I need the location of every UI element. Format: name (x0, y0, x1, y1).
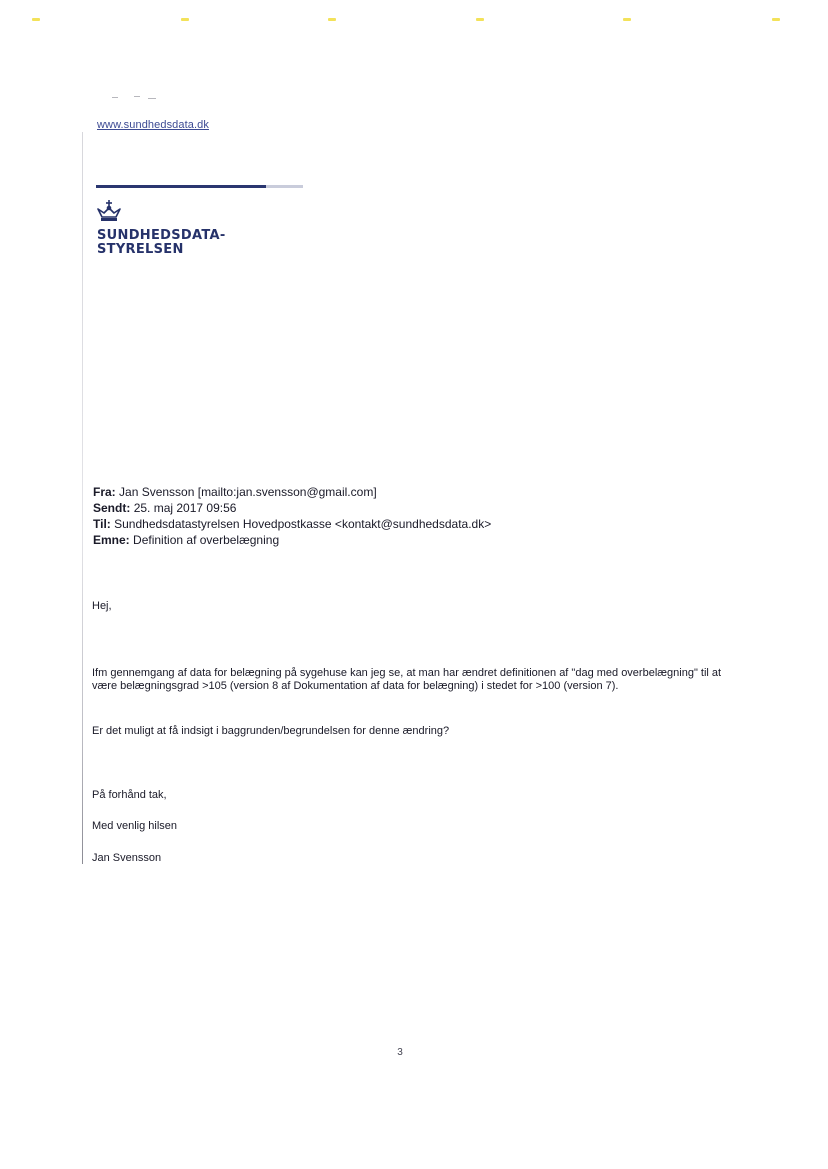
body-paragraph-2: Er det muligt at få indsigt i baggrunden/begrundelsen for denne ændring? (92, 725, 450, 737)
quote-rule (82, 132, 83, 864)
scan-smudge (112, 96, 160, 100)
to-label: Til: (93, 517, 111, 531)
from-row (93, 484, 491, 500)
subject-label: Emne: (93, 533, 130, 547)
scan-artifacts (0, 18, 828, 24)
closing-line: Med venlig hilsen (92, 820, 177, 832)
scan-mark (623, 18, 631, 21)
thanks-line: På forhånd tak, (92, 789, 167, 801)
signature-divider (96, 185, 303, 188)
sent-value: 25. maj 2017 09:56 (133, 501, 237, 515)
from-label: Fra: (93, 485, 116, 499)
to-row (93, 516, 491, 532)
scan-mark (181, 18, 189, 21)
to-value: Sundhedsdatastyrelsen Hovedpostkasse <kontakt@sundhedsdata.dk> (114, 517, 492, 531)
crown-icon (96, 200, 122, 222)
body-paragraph-1: Ifm gennemgang af data for belægning på sygehuse kan jeg se, at man har ændret definitionen af "dag med overbelægning" til at være belægningsgrad >105 (version 8 af Dokumentation af data for belægning) i stedet for >100 (version 7). (92, 667, 722, 692)
scan-mark (32, 18, 40, 21)
scan-mark (772, 18, 780, 21)
website-link[interactable]: www.sundhedsdata.dk (97, 119, 209, 131)
logo-line-1: SUNDHEDSDATA- (97, 228, 226, 243)
logo-line-2: STYRELSEN (97, 242, 184, 257)
page-number: 3 (397, 1047, 403, 1058)
sent-label: Sendt: (93, 501, 131, 515)
from-value: Jan Svensson [mailto:jan.svensson@gmail.com] (119, 485, 377, 499)
scan-mark (328, 18, 336, 21)
agency-logo-text (97, 229, 226, 257)
sent-row (93, 500, 491, 516)
signature-name: Jan Svensson (92, 852, 162, 864)
subject-row (93, 532, 491, 548)
scan-mark (476, 18, 484, 21)
subject-value: Definition af overbelægning (133, 533, 280, 547)
email-header (93, 484, 491, 548)
greeting: Hej, (92, 600, 112, 612)
